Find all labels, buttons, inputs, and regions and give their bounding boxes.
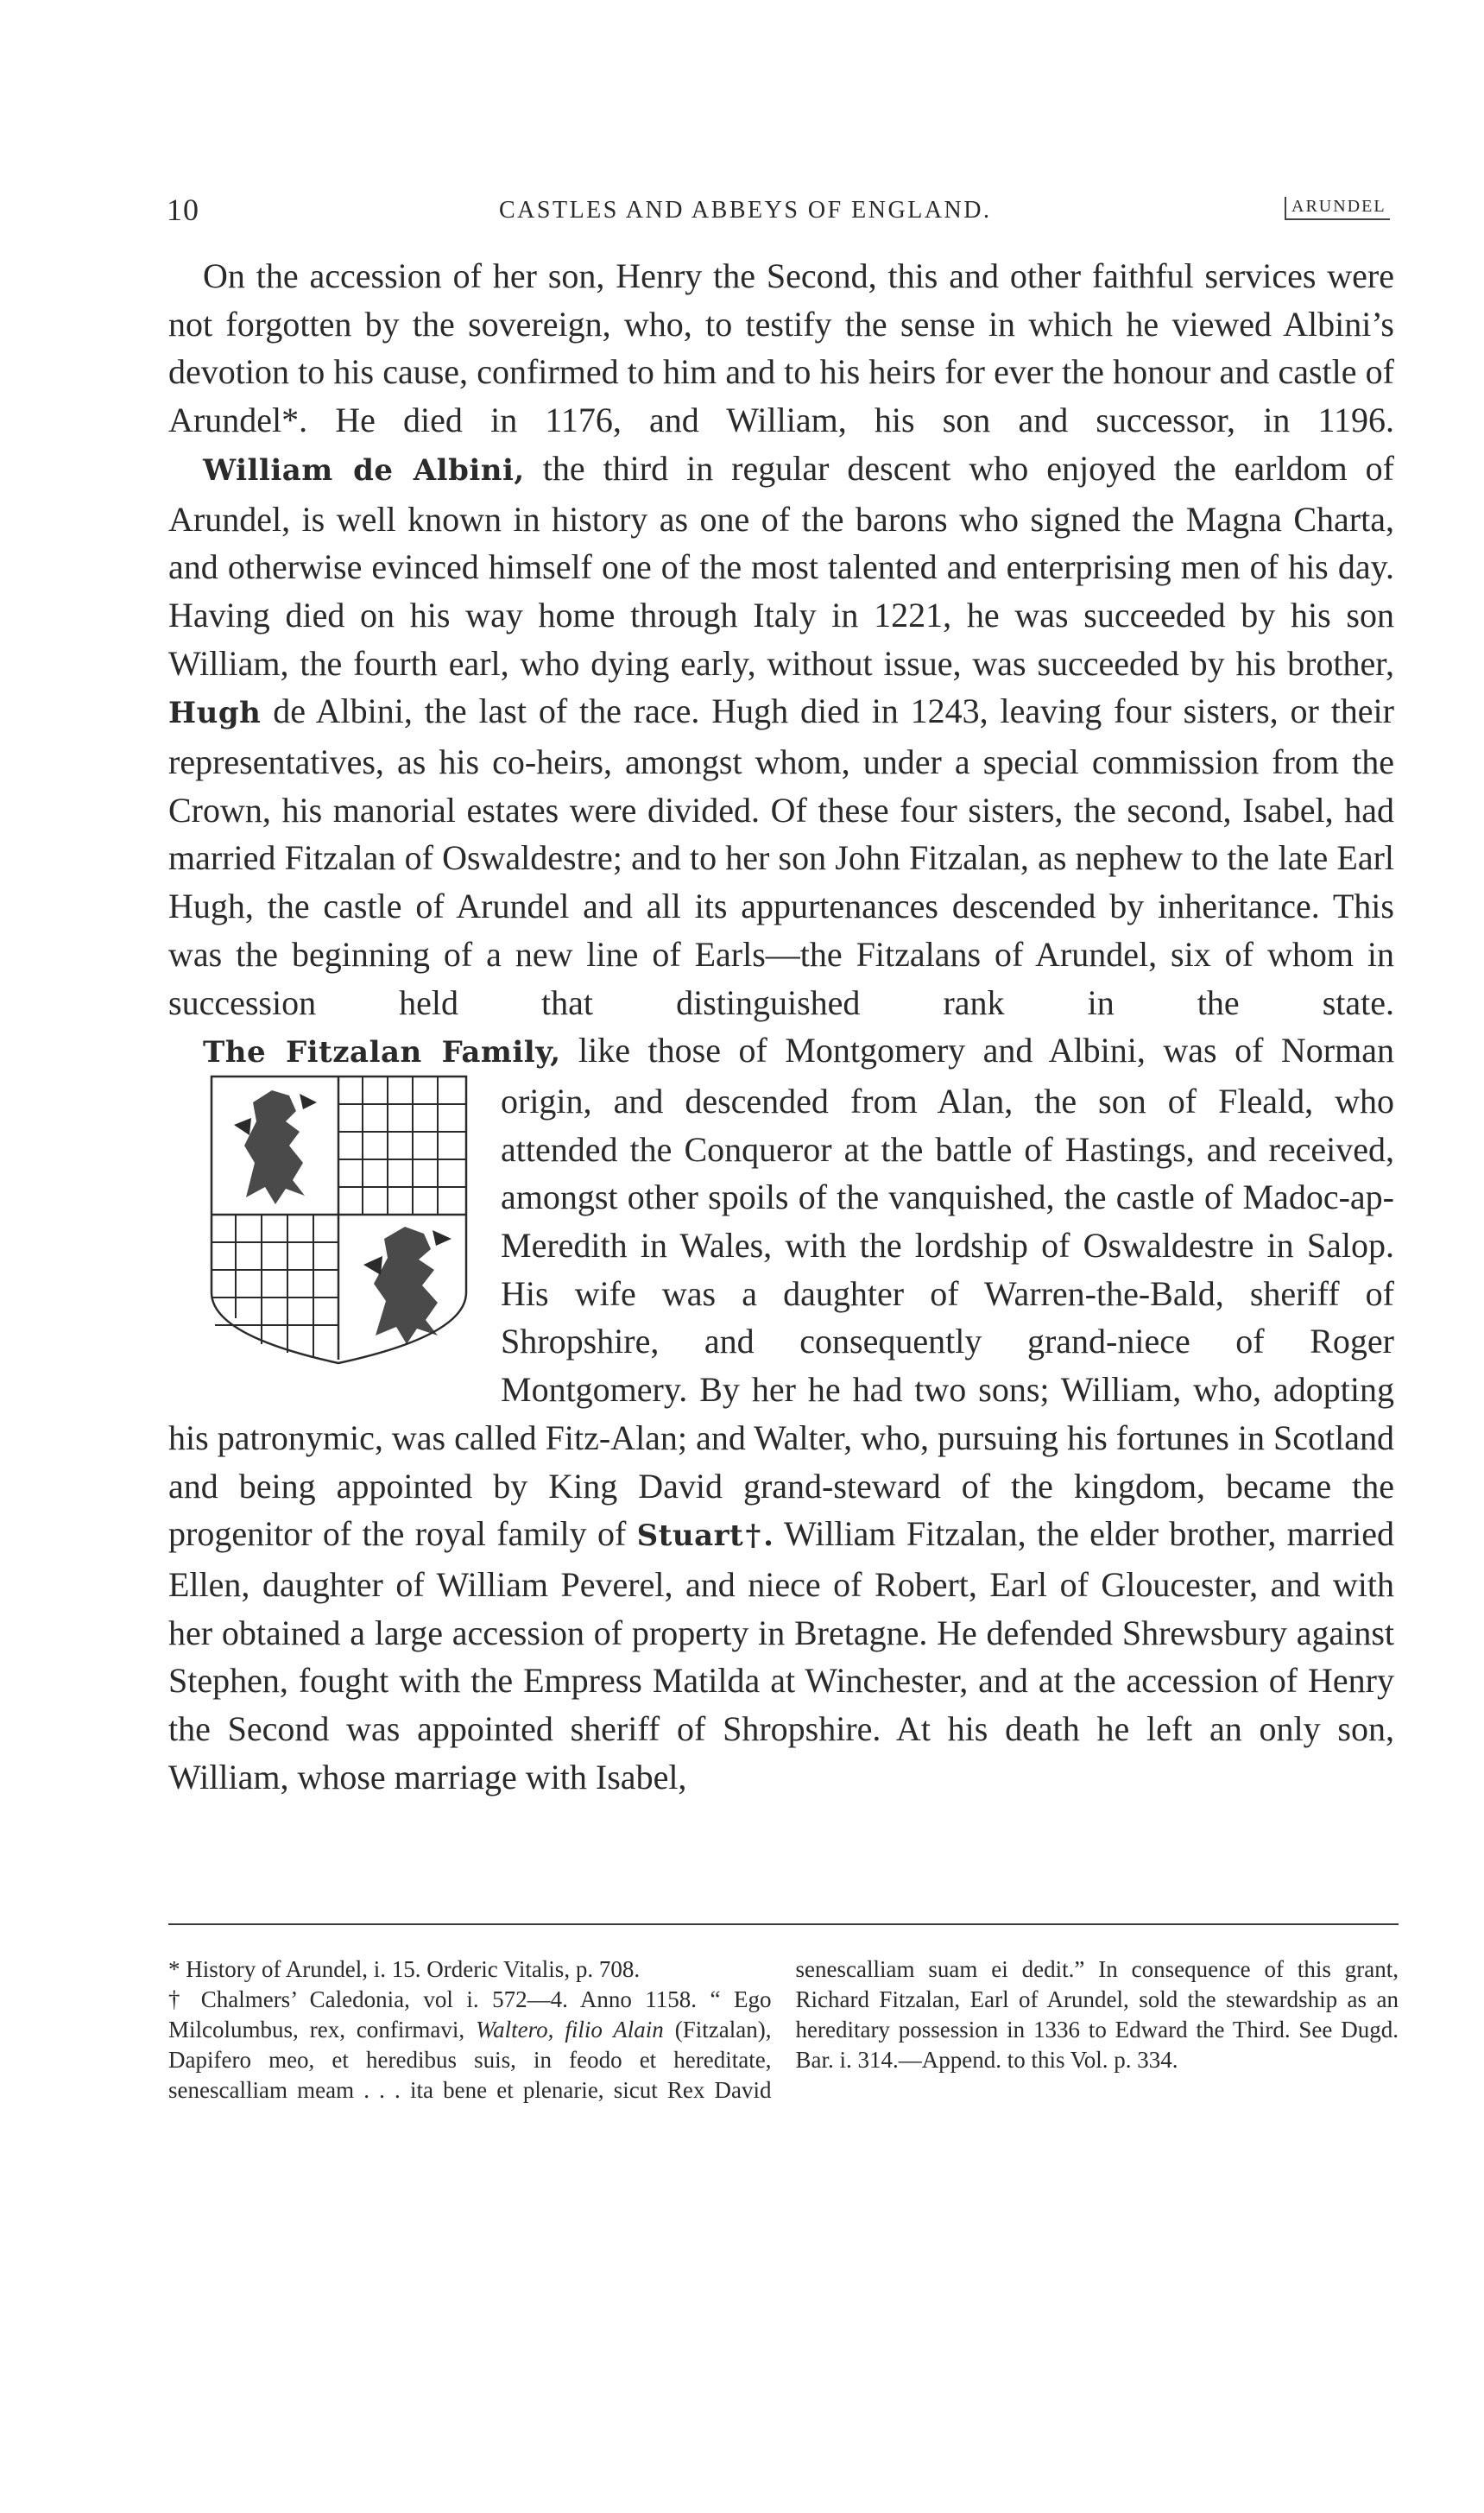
heading-fitzalan-family: The Fitzalan Family, [203,1035,561,1070]
footnote-divider [168,1923,1399,1925]
coat-of-arms-figure [168,1042,466,1370]
footnote-1: * History of Arundel, i. 15. Orderic Vitalis, p. 708. [168,1956,641,1982]
footnote-2-text: † Chalmers’ Caledonia, vol i. 572—4. Anno 1158. “ Ego Milcolumbus, rex, confirmavi, [168,1986,772,2043]
footnote-2-rest: (Fitzalan), Dapifero meo, et heredibus suis, in feodo et hereditate, senescalliam meam . . . ita bene et plenarie, sicut Rex David senescalliam suam ei dedit.” In consequence of this grant, Richard Fitzalan, Earl of Arundel, sold the stewardship as an hereditary possession in 1336 to Edward the Third. See Dugd. Bar. i. 314.—Append. to this Vol. p. 334. [168,1956,1399,2103]
paragraph-1: On the accession of her son, Henry the Second, this and other faithful services were not forgotten by the sovereign, who, to testify the sense in which he viewed Albini’s devotion to his cause, confirmed to him and to his heirs for ever the honour and castle of Arundel*. He died in 1176, and William, his son and successor, in 1196. [168,256,1394,440]
paragraph-2 [168,445,1394,1026]
name-hugh: Hugh [168,696,262,731]
paragraph-2-text-b: de Albini, the last of the race. Hugh died in 1243, leaving four sisters, or their representatives, as his co-heirs, amongst whom, under a special commission from the Crown, his manorial estates were divided. Of these four sisters, the second, Isabel, had married Fitzalan of Oswaldestre; and to her son John Fitzalan, as nephew to the late Earl Hugh, the castle of Arundel and all its appurtenances descended by inheritance. This was the beginning of a new line of Earls—the Fitzalans of Arundel, six of whom in succession held that distinguished rank in the state. [168,691,1394,1022]
page-number: 10 [167,193,199,227]
paragraph-3 [168,1026,1394,1801]
paragraph-2-text-a: the third in regular descent who enjoyed the earldom of Arundel, is well known in history as one of the barons who signed the Magna Charta, and otherwise evinced himself one of the most talented and enterprising men of his day. Having died on his way home through Italy in 1221, he was succeeded by his son William, the fourth earl, who dying early, without issue, was succeeded by his brother, [168,448,1394,683]
page-header [0,192,1484,226]
heading-william-de-albini: William de Albini, [203,452,525,488]
section-tag: ARUNDEL [1285,197,1390,220]
paragraph-3-text-b: William Fitzalan, the elder brother, married Ellen, daughter of William Peverel, and niece of Robert, Earl of Gloucester, and with her obtained a large accession of property in Bretagne. He defended Shrewsbury against Stephen, fought with the Empress Matilda at Winchester, and at the accession of Henry the Second was appointed sheriff of Shropshire. At his death he left an only son, William, whose marriage with Isabel, [168,1514,1395,1796]
footnotes [168,1954,1399,2106]
name-stuart: Stuart†. [636,1519,774,1554]
footnote-2-italic: Waltero, filio Alain [476,2017,664,2043]
heraldic-shield-icon [203,1042,501,1370]
main-text [168,252,1394,1802]
paragraph-3-text-a: like those of Montgomery and Albini, was of Norman origin, and descended from Alan, the son of Fleald, who attended the Conqueror at the battle of Hastings, and received, amongst other spoils of the vanquished, the castle of Madoc-ap-Meredith in Wales, with the lordship of Oswaldestre in Salop. His wife was a daughter of Warren-the-Bald, sheriff of Shropshire, and consequently grand-niece of Roger Montgomery. By her he had two sons; William, who, adopting his patronymic, was called Fitz-Alan; and Walter, who, pursuing his fortunes in Scotland and being appointed by King David grand-steward of the kingdom, became the progenitor of the royal family of [168,1031,1394,1554]
running-title: CASTLES AND ABBEYS OF ENGLAND. [499,197,992,224]
